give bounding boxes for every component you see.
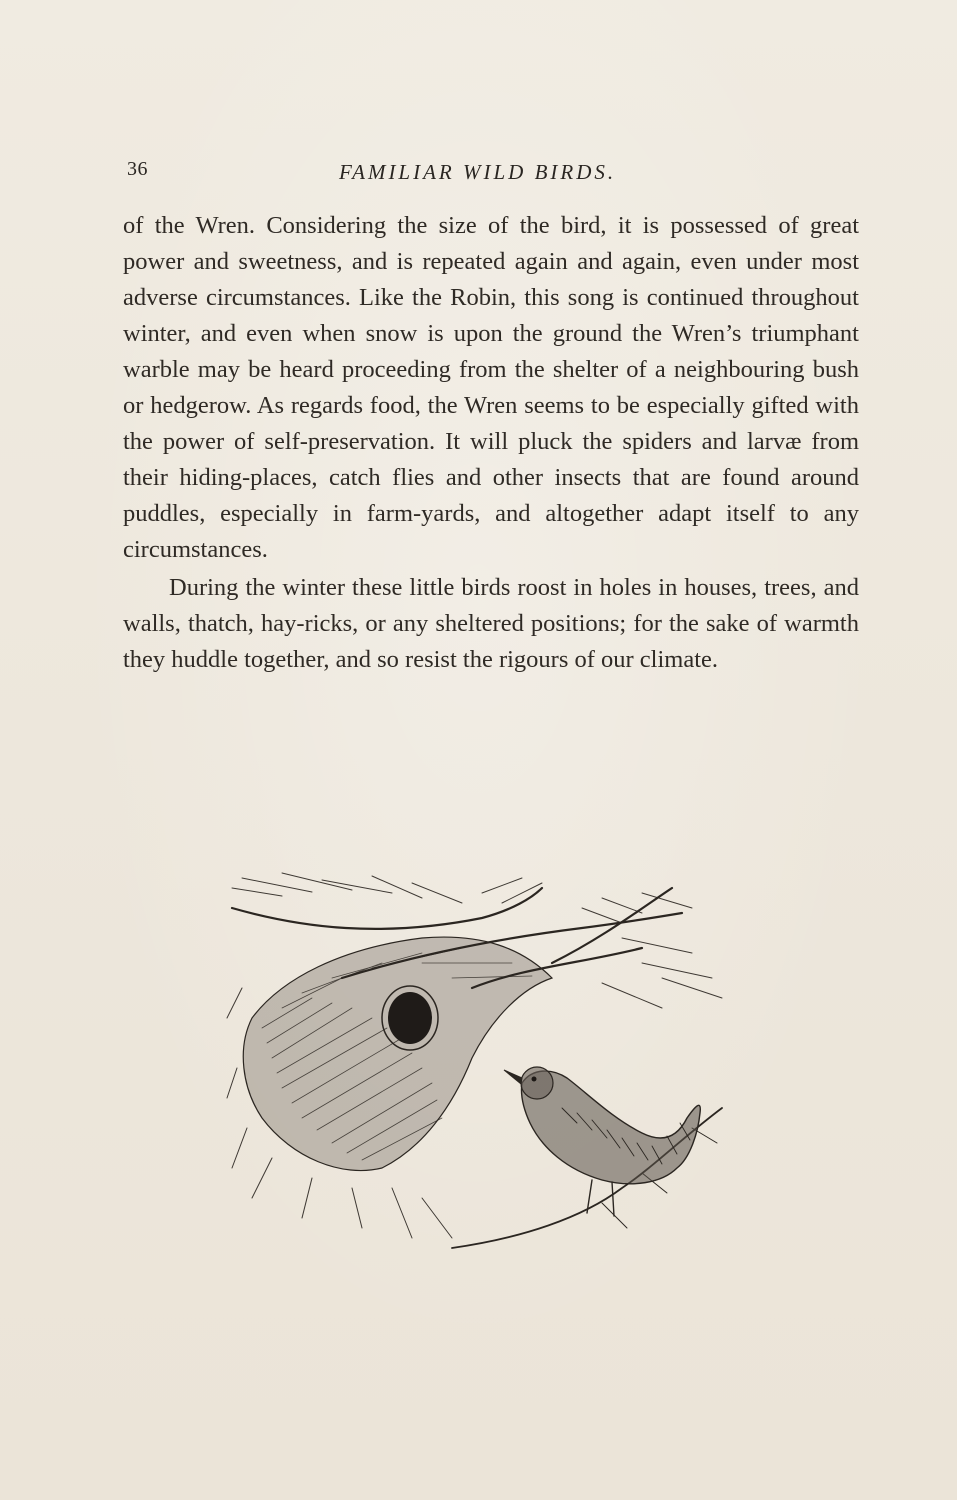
- body-text: [123, 208, 859, 678]
- engraving-svg: [222, 868, 752, 1278]
- wren-nest-illustration: [222, 868, 752, 1278]
- running-title: FAMILIAR WILD BIRDS.: [339, 160, 617, 184]
- paragraph-2: During the winter these little birds roost in holes in houses, trees, and walls, thatch, hay-ricks, or any sheltered positions; for the sake of warmth they huddle together, and so resist the rigours of our climate.: [123, 574, 859, 673]
- paragraph-1: of the Wren. Considering the size of the bird, it is possessed of great power and sweetness, and is repeated again and again, even under most adverse circumstances. Like the Robin, this song is continued throughout winter, and even when snow is upon the ground the Wren’s triumphant warble may be heard proceeding from the shelter of a neighbouring bush or hedgerow. As regards food, the Wren seems to be especially gifted with the power of self-preservation. It will pluck the spiders and larvæ from their hiding-places, catch flies and other insects that are found around puddles, especially in farm-yards, and altogether adapt itself to any circumstances.: [123, 212, 859, 563]
- page-number: 36: [127, 158, 148, 180]
- running-head: [127, 152, 857, 186]
